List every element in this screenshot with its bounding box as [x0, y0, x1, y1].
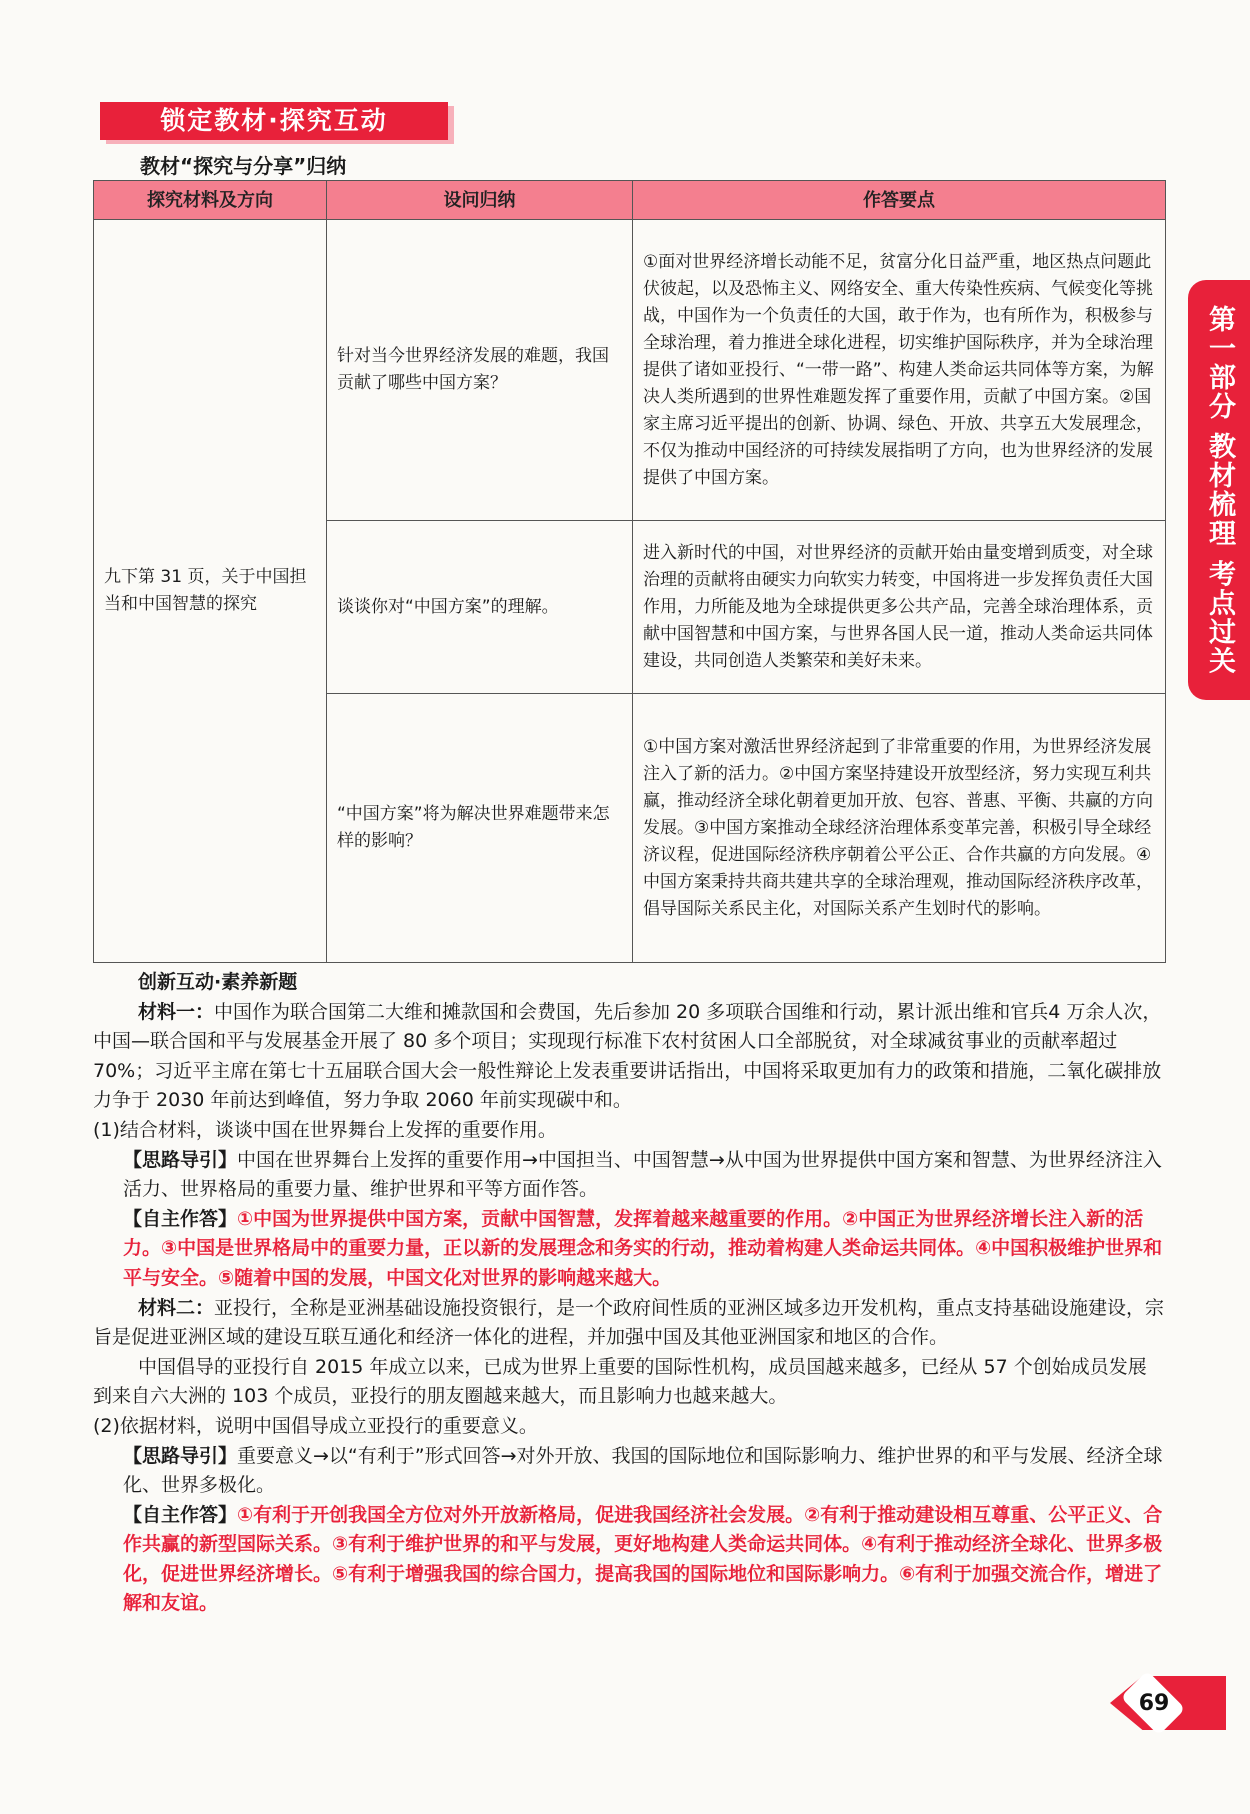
- guide-one-text: 中国在世界舞台上发挥的重要作用→中国担当、中国智慧→从中国为世界提供中国方案和智慧、为世界经济注入活力、世界格局的重要力量、维护世界和平等方面作答。: [123, 1148, 1162, 1201]
- answer-cell: 进入新时代的中国，对世界经济的贡献开始由量变增到质变，对全球治理的贡献将由硬实力向软实力转变，中国将进一步发挥负责任大国作用，力所能及地为全球提供更多公共产品，完善全球治理体系，贡献中国智慧和中国方案，与世界各国人民一道，推动人类命运共同体建设，共同创造人类繁荣和美好未来。: [633, 521, 1166, 694]
- innovation-section: [93, 968, 1165, 1619]
- answer-one: [93, 1205, 1165, 1294]
- answer-cell: ①中国方案对激活世界经济起到了非常重要的作用，为世界经济发展注入了新的活力。②中国方案坚持建设开放型经济，努力实现互利共赢，推动经济全球化朝着更加开放、包容、普惠、平衡、共赢的方向发展。③中国方案推动全球经济治理体系变革完善，积极引导全球经济议程，促进国际经济秩序朝着公平公正、合作共赢的方向发展。④中国方案秉持共商共建共享的全球治理观，推动国际经济秩序改革，倡导国际关系民主化，对国际关系产生划时代的影响。: [633, 694, 1166, 963]
- answer-two-text: ①有利于开创我国全方位对外开放新格局，促进我国经济社会发展。②有利于推动建设相互尊重、公平正义、合作共赢的新型国际关系。③有利于维护世界的和平与发展，更好地构建人类命运共同体。④有利于推动经济全球化、世界多极化，促进世界经济增长。⑤有利于增强我国的综合国力，提高我国的国际地位和国际影响力。⑥有利于加强交流合作，增进了解和友谊。: [123, 1503, 1163, 1615]
- header-answer: 作答要点: [633, 181, 1166, 220]
- table-header-row: [94, 181, 1166, 220]
- answer-cell: ①面对世界经济增长动能不足，贫富分化日益严重，地区热点问题此伏彼起，以及恐怖主义、网络安全、重大传染性疾病、气候变化等挑战，中国作为一个负责任的大国，敢于作为，也有所作为，积极参与全球治理，着力推进全球化进程，切实维护国际秩序，并为全球治理提供了诸如亚投行、“一带一路”、构建人类命运共同体等方案，为解决人类所遇到的世界性难题发挥了重要作用，贡献了中国方案。②国家主席习近平提出的创新、协调、绿色、开放、共享五大发展理念，不仅为推动中国经济的可持续发展指明了方向，也为世界经济的发展提供了中国方案。: [633, 220, 1166, 521]
- guide-two-text: 重要意义→以“有利于”形式回答→对外开放、我国的国际地位和国际影响力、维护世界的和平与发展、经济全球化、世界多极化。: [123, 1444, 1163, 1497]
- page-number: 69: [1138, 1691, 1170, 1716]
- answer-label: 【自主作答】: [123, 1503, 238, 1526]
- section-banner: 锁定教材·探究互动: [100, 102, 448, 140]
- question-cell: 谈谈你对“中国方案”的理解。: [327, 521, 633, 694]
- answer-one-text: ①中国为世界提供中国方案，贡献中国智慧，发挥着越来越重要的作用。②中国正为世界经济增长注入新的活力。③中国是世界格局中的重要力量，正以新的发展理念和务实的行动，推动着构建人类命运共同体。④中国积极维护世界和平与安全。⑤随着中国的发展，中国文化对世界的影响越来越大。: [123, 1207, 1163, 1289]
- material-one-text: 中国作为联合国第二大维和摊款国和会费国，先后参加 20 多项联合国维和行动，累计派出维和官兵4 万余人次，中国—联合国和平与发展基金开展了 80 多个项目；实现现行标准下农村贫困人口全部脱贫，对全球减贫事业的贡献率超过 70%；习近平主席在第七十五届联合国大会一般性辩论上发表重要讲话指出，中国将采取更加有力的政策和措施，二氧化碳排放力争于 2030 年前达到峰值，努力争取 2060 年前实现碳中和。: [93, 1000, 1162, 1112]
- material-one-label: 材料一：: [138, 1000, 215, 1023]
- table-subtitle: 教材“探究与分享”归纳: [140, 154, 347, 178]
- material-two-text: 亚投行，全称是亚洲基础设施投资银行，是一个政府间性质的亚洲区域多边开发机构，重点支持基础设施建设，宗旨是促进亚洲区域的建设互联互通化和经济一体化的进程，并加强中国及其他亚洲国家和地区的合作。: [93, 1296, 1165, 1349]
- answer-two: [93, 1501, 1165, 1619]
- material-two: [93, 1294, 1165, 1353]
- question-two: (2)依据材料，说明中国倡导成立亚投行的重要意义。: [93, 1414, 538, 1437]
- material-two-label: 材料二：: [138, 1296, 215, 1319]
- material-one: [93, 998, 1165, 1116]
- summary-table: [93, 180, 1166, 963]
- chapter-side-tab: 第一部分 教材梳理 考点过关: [1188, 280, 1250, 700]
- question-one: (1)结合材料，谈谈中国在世界舞台上发挥的重要作用。: [93, 1118, 557, 1141]
- material-two-b: 中国倡导的亚投行自 2015 年成立以来，已成为世界上重要的国际性机构，成员国越来越多，已经从 57 个创始成员发展到来自六大洲的 103 个成员，亚投行的朋友圈越来越大，而且影响力也越来越大。: [93, 1355, 1147, 1408]
- guide-label: 【思路导引】: [123, 1148, 238, 1171]
- table-row: [94, 220, 1166, 521]
- guide-label: 【思路导引】: [123, 1444, 238, 1467]
- guide-one: [93, 1146, 1165, 1205]
- guide-two: [93, 1442, 1165, 1501]
- material-cell: 九下第 31 页，关于中国担当和中国智慧的探究: [94, 220, 327, 963]
- section-title: 创新互动·素养新题: [138, 971, 298, 993]
- question-cell: “中国方案”将为解决世界难题带来怎样的影响？: [327, 694, 633, 963]
- header-question: 设问归纳: [327, 181, 633, 220]
- question-cell: 针对当今世界经济发展的难题，我国贡献了哪些中国方案？: [327, 220, 633, 521]
- answer-label: 【自主作答】: [123, 1207, 238, 1230]
- header-material: 探究材料及方向: [94, 181, 327, 220]
